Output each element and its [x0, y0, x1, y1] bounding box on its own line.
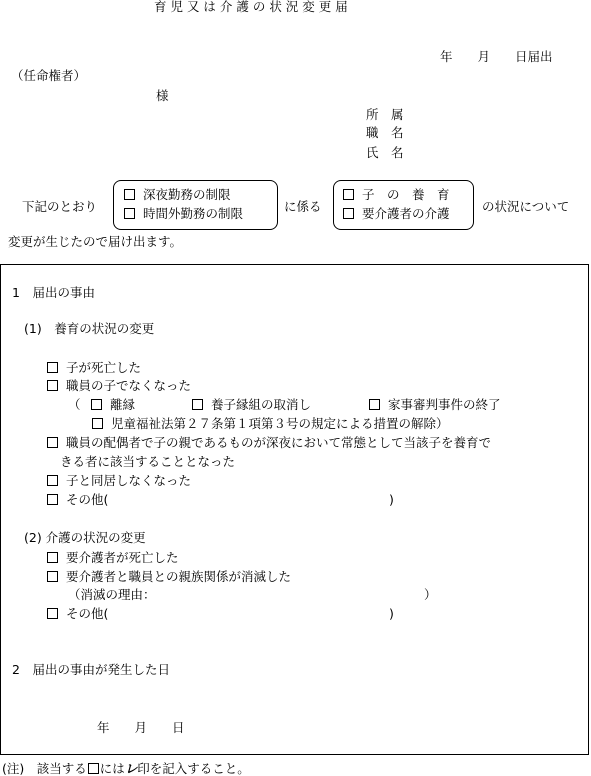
checkbox-icon[interactable]: [92, 418, 103, 429]
checkbox-icon[interactable]: [47, 494, 58, 505]
option-adoption-cancel[interactable]: [192, 399, 311, 412]
reason-close-paren: ）: [424, 587, 437, 602]
section1-heading: 1 届出の事由: [12, 285, 95, 300]
checkbox-icon[interactable]: [47, 362, 58, 373]
checkbox-icon[interactable]: [47, 571, 58, 582]
option-carereceiver-died[interactable]: [47, 552, 179, 565]
submission-date: 年 月 日届出: [440, 49, 553, 64]
checkbox-icon[interactable]: [369, 399, 380, 410]
option-label: 要介護者が死亡した: [66, 550, 179, 565]
option-not-cohabit[interactable]: [47, 475, 191, 488]
option-label: 養子縁組の取消し: [211, 397, 312, 412]
option-label: 離縁: [110, 397, 136, 412]
section2-heading: 2 届出の事由が発生した日: [12, 662, 170, 677]
name-label: 氏 名: [366, 145, 404, 160]
document-title: 育 児 又 は 介 護 の 状 況 変 更 届: [154, 0, 348, 14]
checkbox-icon[interactable]: [124, 208, 135, 219]
checkbox-icon[interactable]: [47, 475, 58, 486]
checkbox-icon[interactable]: [47, 437, 58, 448]
option-welfare-law[interactable]: [92, 418, 449, 431]
sub-options-open-paren: （: [68, 397, 81, 412]
work-limit-option-overtime[interactable]: [124, 208, 243, 221]
occurrence-date: 年 月 日: [97, 720, 185, 735]
checkbox-icon[interactable]: [343, 208, 354, 219]
care-type-label: 要介護者の介護: [362, 206, 450, 221]
option-not-child[interactable]: [47, 380, 191, 393]
intro-prefix: 下記のとおり: [22, 199, 98, 214]
intro-line2: 変更が生じたので届け出ます。: [8, 234, 183, 249]
checkbox-icon[interactable]: [47, 608, 58, 619]
option-spouse-parent-cont: きる者に該当することとなった: [60, 454, 236, 469]
option-label: 職員の子でなくなった: [66, 378, 192, 393]
checkbox-icon[interactable]: [47, 380, 58, 391]
subsection1-heading: (1) 養育の状況の変更: [24, 321, 155, 336]
note-prefix: (注) 該当する: [2, 761, 87, 776]
checkbox-icon[interactable]: [192, 399, 203, 410]
work-limit-option-night[interactable]: [124, 189, 231, 202]
honorific-sama: 様: [156, 88, 169, 103]
option-label: 要介護者と職員との親族関係が消滅した: [66, 569, 292, 584]
reason-box: [0, 264, 589, 755]
option-label: 家事審判事件の終了: [388, 397, 501, 412]
option-rien[interactable]: [91, 399, 135, 412]
checkbox-icon: [88, 763, 99, 774]
intro-suffix: の状況について: [482, 199, 570, 214]
other-1-close-paren: ): [389, 492, 394, 507]
checkmark-icon: レ: [124, 761, 138, 776]
option-label: 職員の配偶者で子の親であるものが深夜において常態として当該子を養育で: [66, 435, 492, 450]
checkbox-icon[interactable]: [124, 189, 135, 200]
checkbox-icon[interactable]: [343, 189, 354, 200]
option-label: その他(: [66, 606, 109, 621]
note-end: 印を記入すること。: [137, 761, 250, 776]
option-label: 子が死亡した: [66, 360, 142, 375]
authority-label: （任命権者）: [11, 68, 87, 83]
position-label: 職 名: [366, 125, 404, 140]
subsection2-heading: (2) 介護の状況の変更: [24, 530, 146, 545]
option-other-1[interactable]: [47, 494, 108, 507]
care-type-label: 子 の 養 育: [362, 187, 450, 202]
dept-label: 所 属: [366, 107, 404, 122]
other-2-close-paren: ): [389, 606, 394, 621]
note: [2, 763, 250, 776]
option-relation-ended[interactable]: [47, 571, 291, 584]
option-child-died[interactable]: [47, 362, 141, 375]
care-option-childrearing[interactable]: [343, 189, 450, 202]
work-limit-label: 深夜勤務の制限: [143, 187, 231, 202]
option-label: その他(: [66, 492, 109, 507]
option-spouse-parent[interactable]: [47, 437, 491, 450]
checkbox-icon[interactable]: [47, 552, 58, 563]
note-suffix: には: [99, 761, 125, 776]
option-label: 児童福祉法第２７条第１項第３号の規定による措置の解除）: [111, 416, 449, 431]
option-other-2[interactable]: [47, 608, 108, 621]
kakaru-text: に係る: [284, 199, 322, 214]
option-label: 子と同居しなくなった: [66, 473, 192, 488]
care-option-nursing[interactable]: [343, 208, 450, 221]
reason-label: （消滅の理由：: [68, 587, 156, 602]
option-court-end[interactable]: [369, 399, 501, 412]
checkbox-icon[interactable]: [91, 399, 102, 410]
work-limit-label: 時間外勤務の制限: [143, 206, 244, 221]
